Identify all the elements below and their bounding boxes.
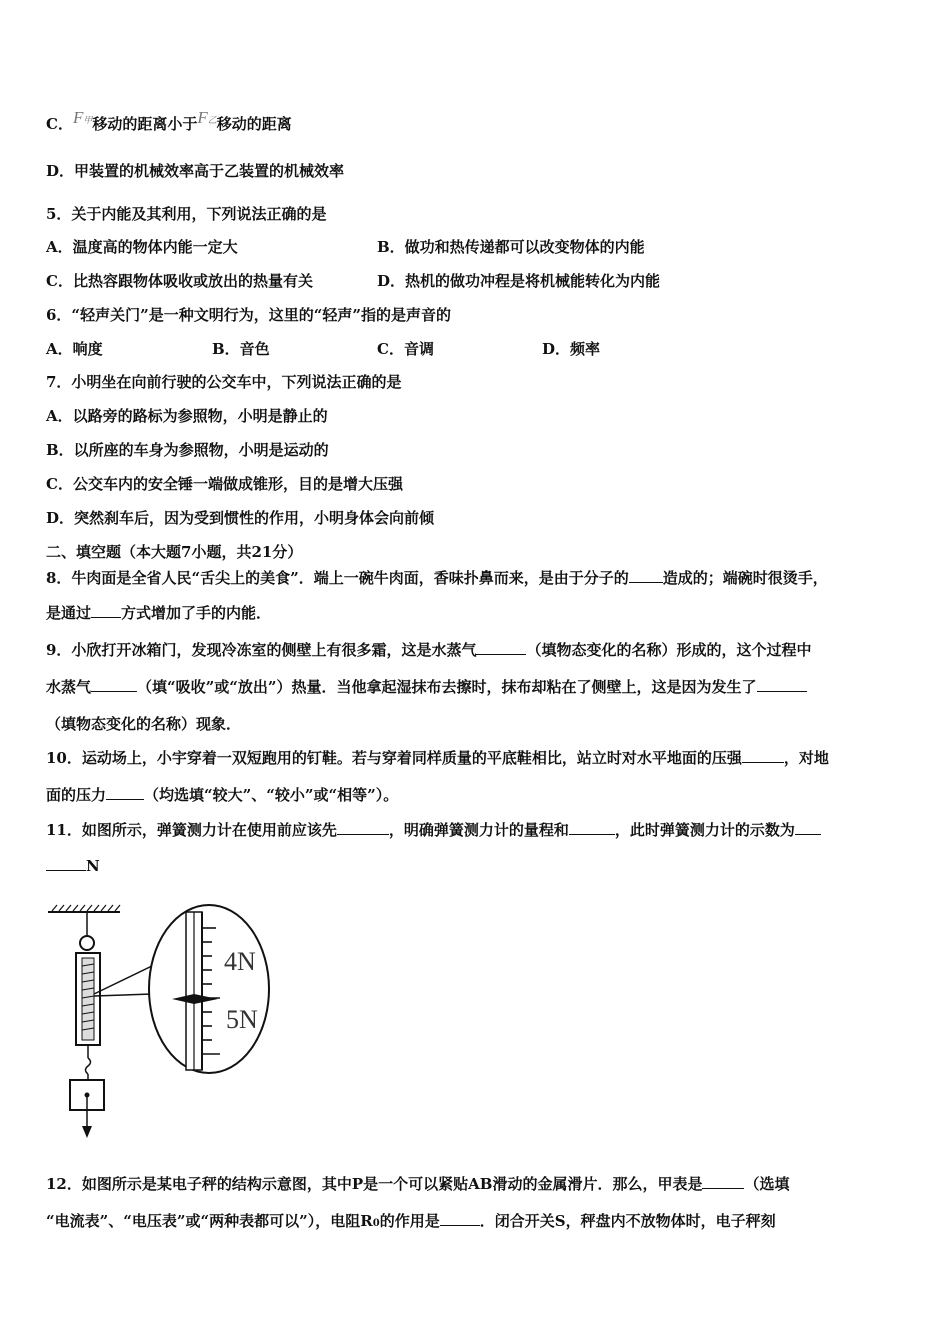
blank (91, 677, 137, 692)
q9-line1: 9．小欣打开冰箱门，发现冷冻室的侧壁上有很多霜，这是水蒸气 （填物态变化的名称）形成的，这个过程中 (46, 641, 812, 659)
f-yi-symbol: F乙 (197, 108, 217, 127)
blank (106, 785, 144, 800)
q4-option-c: C．F甲移动的距离小于F乙移动的距离 (46, 108, 292, 133)
q5-option-c: C．比热容跟物体吸收或放出的热量有关 (46, 272, 313, 290)
q5-option-a: A．温度高的物体内能一定大 (46, 238, 238, 256)
q12-line2: “电流表”、“电压表”或“两种表都可以”），电阻R0的作用是 ．闭合开关S，秤盘内不放物体时，电子秤刻 (46, 1212, 776, 1230)
blank (629, 568, 663, 583)
q10-line1: 10．运动场上，小宇穿着一双短跑用的钉鞋。若与穿着同样质量的平底鞋相比，站立时对水平地面的压强 ，对地 (46, 749, 829, 767)
q11-line2: N (46, 856, 100, 876)
blank (476, 640, 526, 655)
scale-label-5n: 5N (226, 1005, 258, 1034)
spring-balance-figure (44, 898, 284, 1143)
q8-line1: 8．牛肉面是全省人民“舌尖上的美食”．端上一碗牛肉面，香味扑鼻而来，是由于分子的 造成的；端碗时很烫手， (46, 569, 828, 587)
q6-option-a: A．响度 (46, 340, 103, 358)
q11-line1: 11．如图所示，弹簧测力计在使用前应该先 ，明确弹簧测力计的量程和 ，此时弹簧测力计的示数为 (46, 820, 821, 840)
q7-option-b: B．以所座的车身为参照物，小明是运动的 (46, 441, 329, 459)
blank (91, 603, 121, 618)
section-heading: 二、填空题（本大题7小题，共21分） (46, 543, 303, 561)
q5-option-d: D．热机的做功冲程是将机械能转化为内能 (377, 272, 661, 290)
q7-stem: 7．小明坐在向前行驶的公交车中，下列说法正确的是 (46, 373, 402, 391)
blank (569, 820, 615, 835)
q8-line2: 是通过 方式增加了手的内能． (46, 604, 272, 622)
blank (46, 856, 86, 871)
q5-stem: 5．关于内能及其利用，下列说法正确的是 (46, 205, 327, 223)
q5-option-b: B．做功和热传递都可以改变物体的内能 (377, 238, 645, 256)
q7-option-c: C．公交车内的安全锤一端做成锥形，目的是增大压强 (46, 475, 403, 493)
q6-option-d: D．频率 (542, 340, 601, 358)
q6-option-c: C．音调 (377, 340, 434, 358)
f-jia-symbol: F甲 (72, 108, 93, 127)
q9-line3: （填物态变化的名称）现象． (46, 715, 242, 733)
blank (757, 677, 807, 692)
blank (742, 748, 784, 763)
blank (337, 820, 389, 835)
q7-option-a: A．以路旁的路标为参照物，小明是静止的 (46, 407, 328, 425)
q7-option-d: D．突然刹车后，因为受到惯性的作用，小明身体会向前倾 (46, 509, 435, 527)
q9-line2: 水蒸气 （填“吸收”或“放出”）热量．当他拿起湿抹布去擦时，抹布却粘在了侧壁上，这是因为发生了 (46, 677, 807, 697)
blank (795, 820, 821, 835)
q4-option-d: D．甲装置的机械效率高于乙装置的机械效率 (46, 162, 345, 180)
blank (702, 1174, 744, 1189)
q6-stem: 6．“轻声关门”是一种文明行为，这里的“轻声”指的是声音的 (46, 306, 451, 324)
scale-label-4n: 4N (224, 947, 256, 976)
q10-line2: 面的压力 （均选填“较大”、“较小”或“相等”）。 (46, 786, 399, 804)
q12-line1: 12．如图所示是某电子秤的结构示意图，其中P是一个可以紧贴AB滑动的金属滑片．那么，甲表是 （选填 (46, 1175, 790, 1193)
blank (440, 1211, 480, 1226)
q6-option-b: B．音色 (212, 340, 270, 358)
